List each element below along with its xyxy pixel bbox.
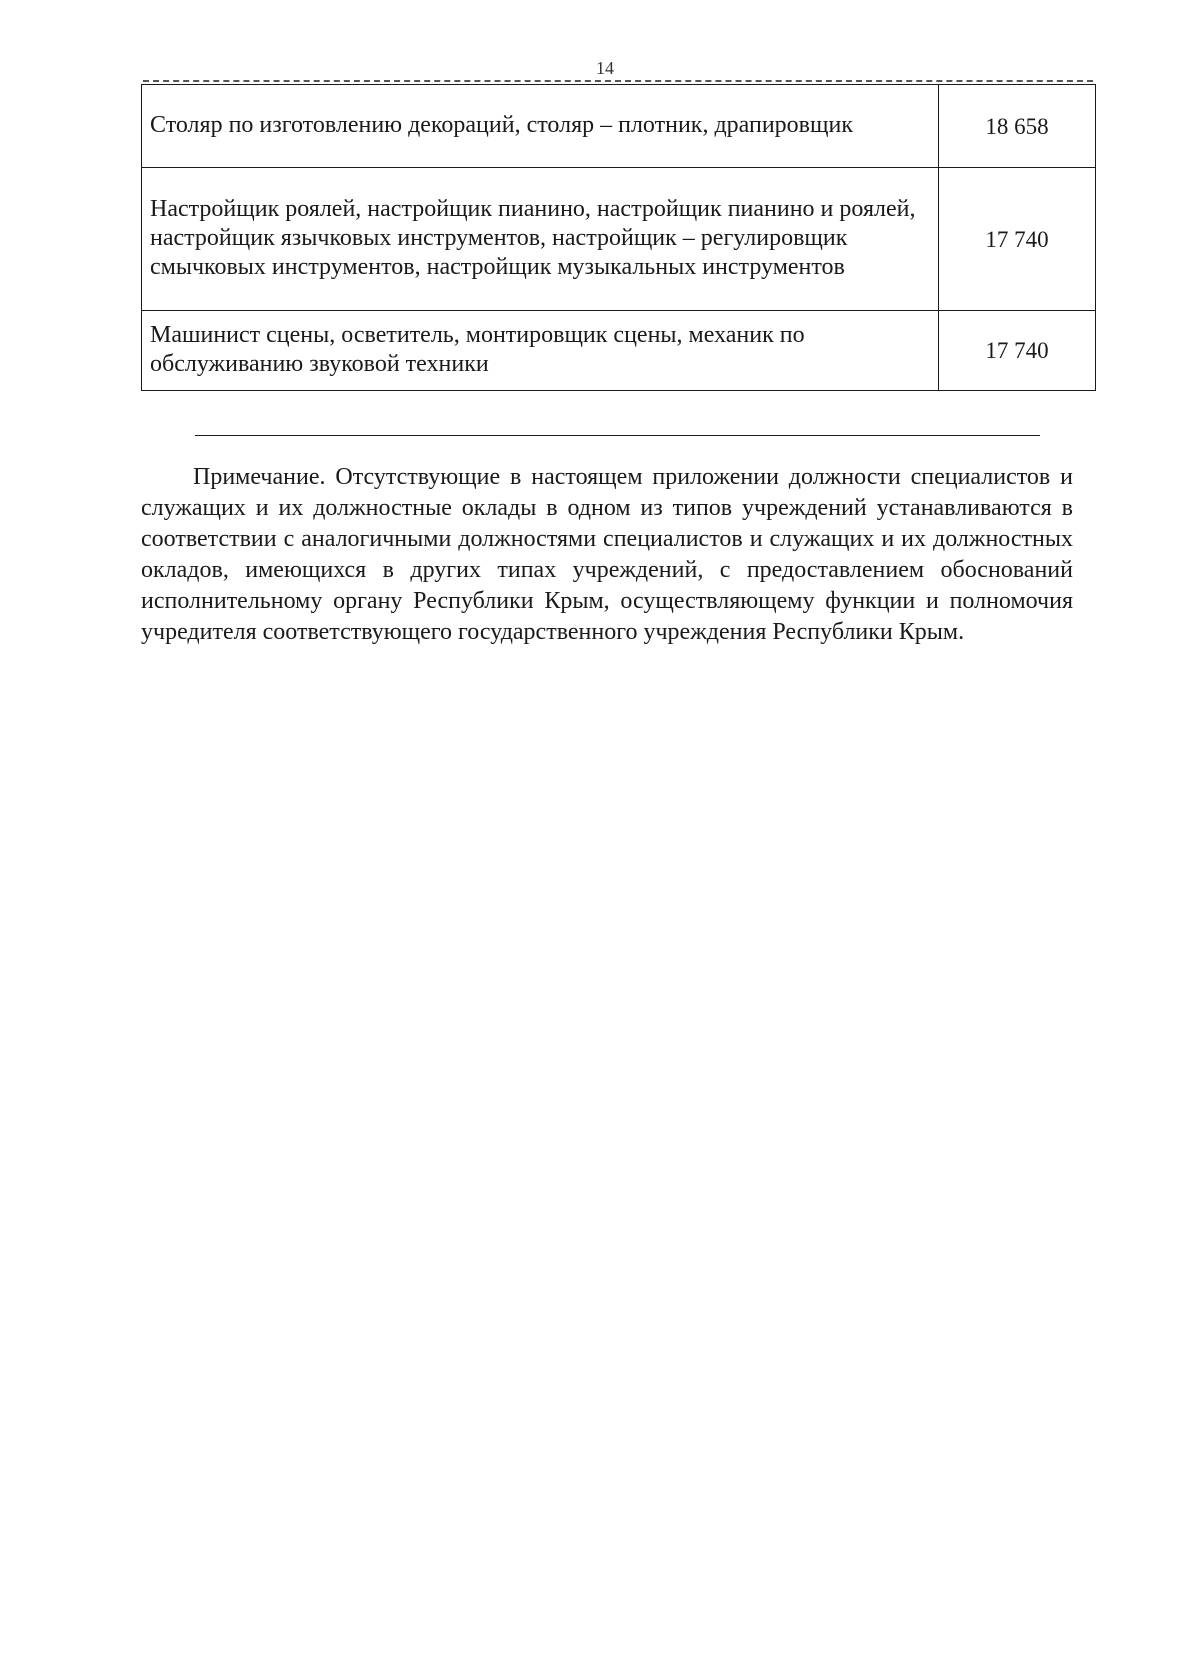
salary-cell: 18 658 bbox=[939, 85, 1096, 168]
position-cell: Машинист сцены, осветитель, монтировщик сцены, механик по обслуживанию звуковой техники bbox=[142, 311, 939, 391]
note-paragraph: Примечание. Отсутствующие в настоящем приложении должности специалистов и служащих и их должностные оклады в одном из типов учреждений устанавливаются в соответствии с аналогичными должностями специалистов и служащих и их должностных окладов, имеющихся в других типах учреждений, с предоставлением обоснований исполнительному органу Республики Крым, осуществляющему функции и полномочия учредителя соответствующего государственного учреждения Республики Крым. bbox=[141, 464, 1073, 645]
salary-table bbox=[141, 84, 1096, 391]
position-cell: Столяр по изготовлению декораций, столяр – плотник, драпировщик bbox=[142, 85, 939, 168]
position-cell: Настройщик роялей, настройщик пианино, настройщик пианино и роялей, настройщик язычковых инструментов, настройщик – регулировщик смычковых инструментов, настройщик музыкальных инструментов bbox=[142, 168, 939, 311]
salary-cell: 17 740 bbox=[939, 311, 1096, 391]
salary-cell: 17 740 bbox=[939, 168, 1096, 311]
table-row bbox=[142, 85, 1096, 168]
table-top-border-fragment bbox=[143, 80, 1093, 82]
table-row bbox=[142, 311, 1096, 391]
section-separator bbox=[195, 435, 1040, 436]
page-number: 14 bbox=[596, 58, 614, 78]
table-row bbox=[142, 168, 1096, 311]
